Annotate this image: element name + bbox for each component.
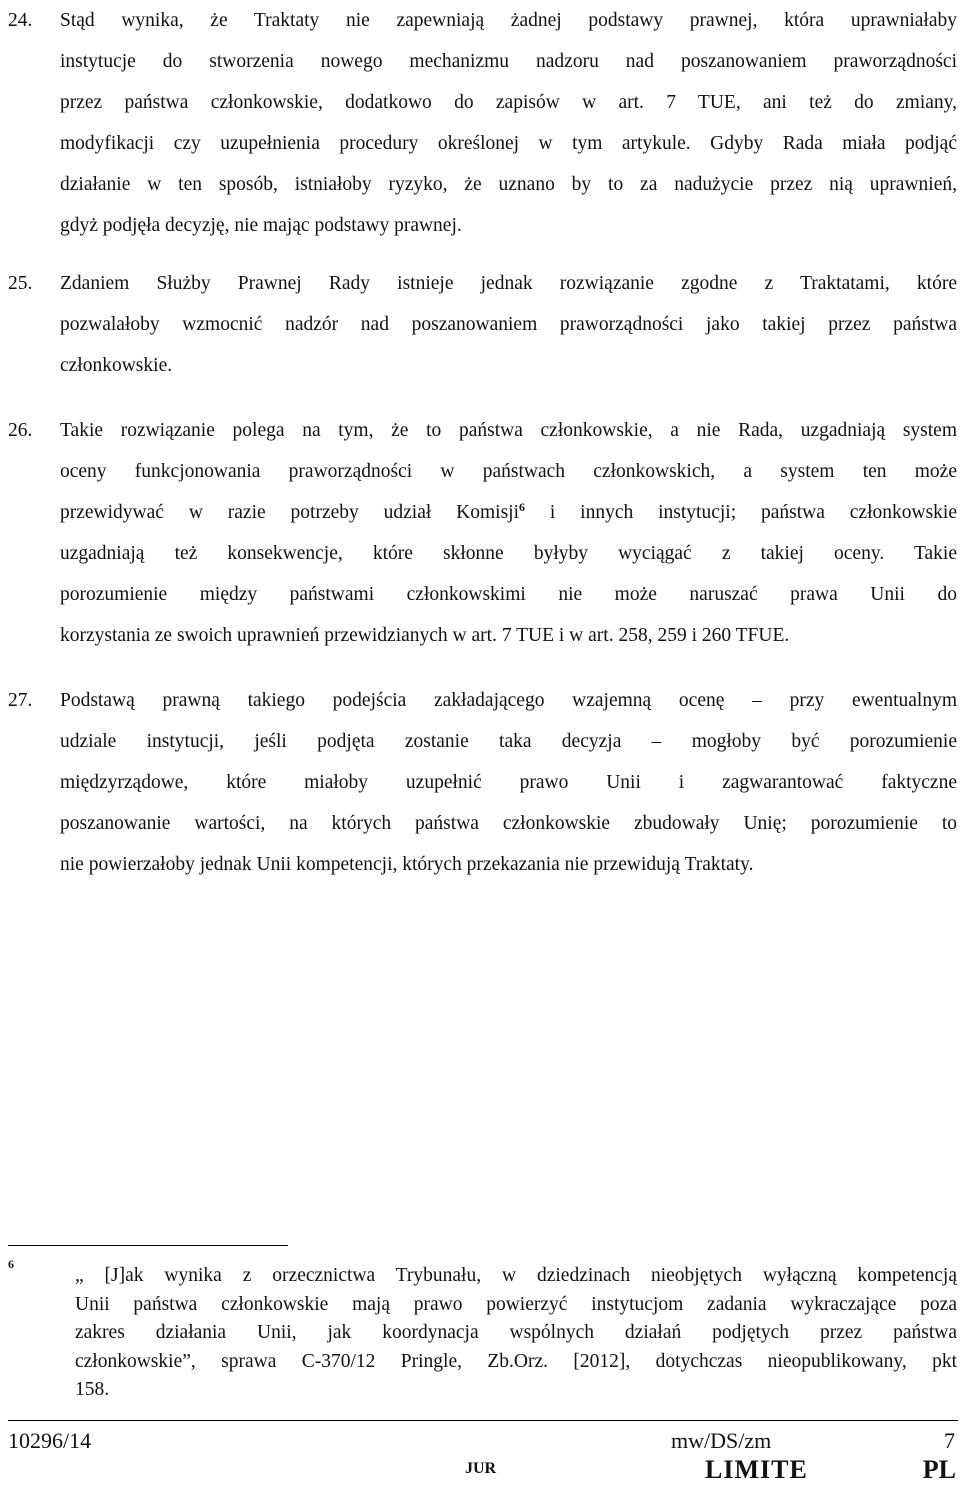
text-line: korzystania ze swoich uprawnień przewidzianych w art. 7 TUE i w art. 258, 259 i 260 TFUE. xyxy=(60,625,790,646)
classification-label: LIMITE xyxy=(705,1455,808,1484)
text-line: Zdaniem Służby Prawnej Rady istnieje jednak rozwiązanie zgodne z Traktatami, które xyxy=(60,273,957,294)
paragraph-text xyxy=(60,263,957,386)
text-line: Stąd wynika, że Traktaty nie zapewniają żadnej podstawy prawnej, która uprawniałaby xyxy=(60,10,957,31)
text-segment: przewidywać w razie potrzeby udział Komisji xyxy=(60,502,519,523)
text-line: udziale instytucji, jeśli podjęta zostanie taka decyzja – mogłoby być porozumienie xyxy=(60,731,957,752)
paragraph-number: 25. xyxy=(8,273,33,294)
text-line: poszanowanie wartości, na których państwa członkowskie zbudowały Unię; porozumienie to xyxy=(60,813,957,834)
paragraph-number: 24. xyxy=(8,10,33,31)
text-line: oceny funkcjonowania praworządności w państwach członkowskich, a system ten może xyxy=(60,461,957,482)
paragraph-text xyxy=(60,410,957,656)
text-line: pozwalałoby wzmocnić nadzór nad poszanowaniem praworządności jako takiej przez państwa xyxy=(60,314,957,335)
footnote-mark: 6 xyxy=(8,1257,14,1271)
footnote-line: Unii państwa członkowskie mają prawo powierzyć instytucjom zadania wykraczające poza xyxy=(75,1293,957,1315)
text-segment: i innych instytucji; państwa członkowskie xyxy=(525,502,957,523)
text-line: porozumienie między państwami członkowskimi nie może naruszać prawa Unii do xyxy=(60,584,957,605)
footnote-reference[interactable]: 6 xyxy=(519,500,525,514)
footnote-line: 158. xyxy=(75,1379,110,1400)
text-line: przez państwa członkowskie, dodatkowo do zapisów w art. 7 TUE, ani też do zmiany, xyxy=(60,92,957,113)
paragraph-number: 27. xyxy=(8,690,33,711)
footnote-separator xyxy=(8,1245,288,1246)
language-code: PL xyxy=(922,1455,956,1484)
document-reference: 10296/14 xyxy=(8,1428,92,1453)
footnote-line: zakres działania Unii, jak koordynacja wspólnych działań podjętych przez państwa xyxy=(75,1322,957,1343)
paragraph-number: 26. xyxy=(8,420,33,441)
text-line: nie powierzałoby jednak Unii kompetencji, których przekazania nie przewidują Traktaty. xyxy=(60,854,754,875)
page-number: 7 xyxy=(944,1428,955,1453)
text-line: uzgadniają też konsekwencje, które skłonne byłyby wyciągać z takiej oceny. Takie xyxy=(60,543,957,564)
paragraph-text xyxy=(60,680,957,885)
paragraph-text xyxy=(60,0,957,246)
text-line: członkowskie. xyxy=(60,355,173,376)
footnote-text xyxy=(75,1262,957,1405)
author-initials: mw/DS/zm xyxy=(671,1428,772,1453)
text-line: działanie w ten sposób, istniałoby ryzyko, że uznano by to za nadużycie przez nią uprawnień, xyxy=(60,174,957,195)
text-line-with-footnote xyxy=(60,492,957,533)
text-line: gdyż podjęła decyzję, nie mając podstawy prawnej. xyxy=(60,215,462,236)
text-line: Takie rozwiązanie polega na tym, że to państwa członkowskie, a nie Rada, uzgadniają system xyxy=(60,420,957,441)
footnote-line: członkowskie”, sprawa C-370/12 Pringle, Zb.Orz. [2012], dotychczas nieopublikowany, pkt xyxy=(75,1350,957,1372)
text-line: Podstawą prawną takiego podejścia zakładającego wzajemną ocenę – przy ewentualnym xyxy=(60,690,957,711)
text-line: międzyrządowe, które miałoby uzupełnić prawo Unii i zagwarantować faktyczne xyxy=(60,772,957,793)
text-line: instytucje do stworzenia nowego mechanizmu nadzoru nad poszanowaniem praworządności xyxy=(60,51,957,72)
footer-rule xyxy=(8,1420,958,1421)
text-line: modyfikacji czy uzupełnienia procedury określonej w tym artykule. Gdyby Rada miała podjąć xyxy=(60,133,957,154)
footnote-line: „ [J]ak wynika z orzecznictwa Trybunału, w dziedzinach nieobjętych wyłączną kompetencją xyxy=(75,1265,957,1286)
directorate-code: JUR xyxy=(465,1460,497,1477)
